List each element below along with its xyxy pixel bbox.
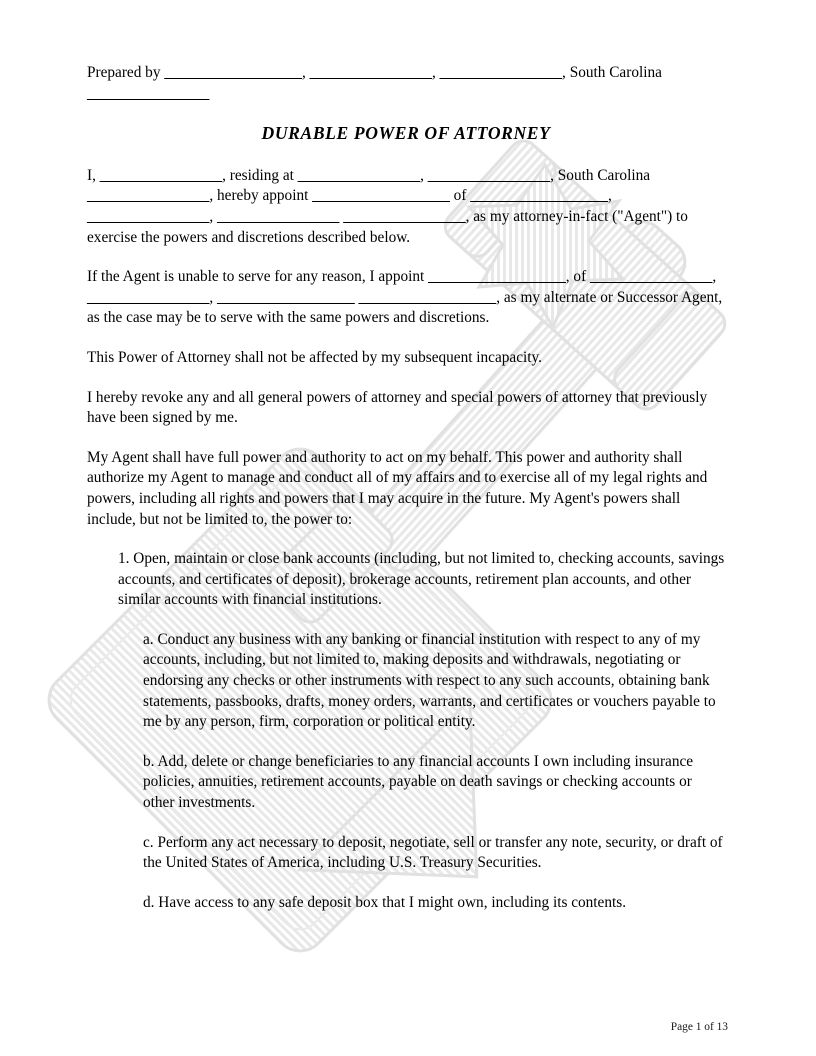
blank-intro-9: ________________	[343, 207, 466, 225]
blank-prepared-4: ________________	[87, 84, 210, 102]
blank-intro-6: __________________	[470, 187, 608, 205]
successor-p6: , as	[496, 288, 517, 306]
document-body	[87, 63, 725, 932]
intro-p6: , hereby appoint	[209, 187, 313, 205]
blank-intro-4: ________________	[87, 187, 210, 205]
blank-succ-1: __________________	[428, 268, 566, 286]
blank-prepared-3: ________________	[439, 64, 563, 81]
authority-paragraph: My Agent shall have full power and authority to act on my behalf. This power and authority shall authorize my Agent to manage and conduct all of my affairs and to exercise all of my legal rights and powers, including all rights and powers that I may acquire in the future. My Agent's powers shall include, but not be limited to, the power to:	[87, 448, 708, 528]
successor-p3: ,	[712, 268, 717, 286]
blank-succ-3: ________________	[87, 288, 210, 306]
prepared-sep-2: ,	[432, 64, 440, 81]
blank-succ-5: __________________	[358, 288, 497, 306]
list-item-d: d. Have access to any safe deposit box that I might own, including its contents.	[143, 893, 627, 911]
prepared-sep-1: ,	[301, 64, 310, 81]
successor-p4: ,	[209, 288, 218, 306]
successor-paragraph	[87, 267, 725, 329]
blank-succ-2: ________________	[590, 268, 713, 286]
blank-intro-5: __________________	[312, 187, 450, 205]
intro-p4: , South	[550, 166, 594, 184]
intro-p9: ,	[209, 207, 218, 225]
incapacity-paragraph: This Power of Attorney shall not be affected by my subsequent incapacity.	[87, 348, 542, 366]
intro-p2: , residing at	[222, 166, 298, 184]
list-item-1: 1. Open, maintain or close bank accounts (including, but not limited to, checking accounts, savings accounts, and certificates of deposit), brokerage accounts, retirement plan accounts, and other similar accounts with financial institutions.	[118, 550, 725, 609]
prepared-by-line	[87, 63, 725, 104]
list-item-b: b. Add, delete or change beneficiaries to any financial accounts I own including insurance policies, annuities, retirement accounts, payable on death savings or checking accounts or other investments.	[143, 752, 694, 812]
intro-p3: ,	[420, 166, 428, 184]
blank-intro-1: ________________	[99, 166, 223, 184]
blank-intro-3: ________________	[427, 166, 551, 184]
intro-p8: ,	[607, 187, 612, 205]
successor-p1: If the Agent is unable to serve for any reason, I appoint	[87, 268, 429, 286]
intro-paragraph	[87, 166, 725, 248]
blank-intro-2: ________________	[297, 166, 421, 184]
revocation-paragraph: I hereby revoke any and all general powers of attorney and special powers of attorney that previously have been signed by me.	[87, 388, 708, 427]
page-title: DURABLE POWER OF ATTORNEY	[261, 123, 551, 144]
intro-p5: Carolina	[597, 166, 651, 184]
prepared-by-lead: Prepared by	[87, 64, 165, 81]
successor-p7: my alternate or Successor Agent, as the case may be to serve with the same powers and discretions.	[87, 288, 723, 327]
blank-intro-7: ________________	[87, 207, 210, 225]
intro-p11: , as my attorney-in-fact	[465, 207, 609, 225]
list-item-a: a. Conduct any business with any banking or financial institution with respect to any of my accounts, including, but not limited to, making deposits and withdrawals, negotiating or endorsing any checks or other instruments with respect to any such accounts, obtaining bank statements, passbooks, drafts, money orders, warrants, and certificates or vouchers payable to me by any person, firm, corporation or political entity.	[143, 630, 716, 731]
blank-intro-8: ________________	[217, 207, 340, 225]
prepared-line2-lead: Carolina	[609, 64, 662, 81]
intro-p1: I,	[87, 166, 100, 184]
blank-succ-4: __________________	[217, 288, 355, 306]
prepared-sep-3: , South	[562, 64, 606, 81]
intro-p12: ("Agent") to exercise the powers and discretions described below.	[87, 207, 688, 246]
list-item-c: c. Perform any act necessary to deposit, negotiate, sell or transfer any note, security, or draft of the United States of America, including U.S. Treasury Securities.	[143, 833, 723, 872]
blank-prepared-1: __________________	[164, 64, 302, 81]
successor-p2: , of	[565, 268, 587, 286]
blank-prepared-2: ________________	[309, 64, 433, 81]
intro-p7: of	[449, 187, 471, 205]
page-footer: Page 1 of 13	[670, 1021, 728, 1033]
